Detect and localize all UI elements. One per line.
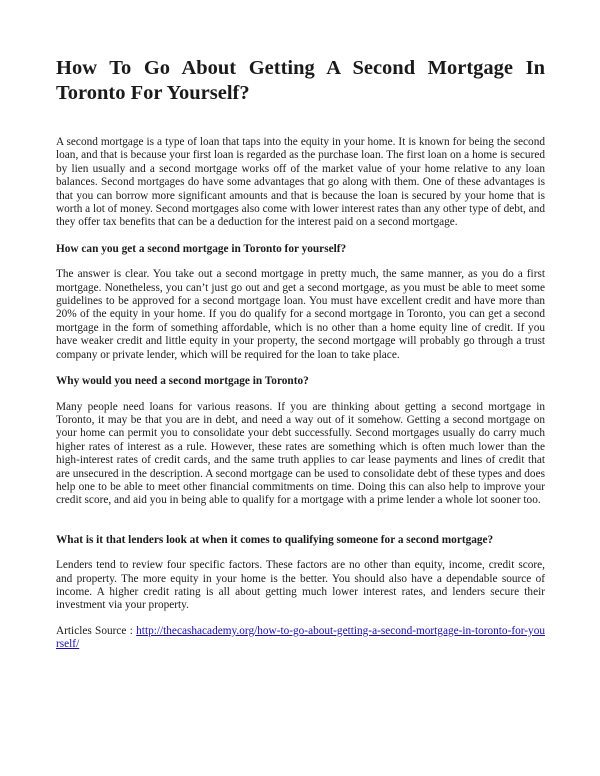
article-source bbox=[56, 625, 545, 652]
section-paragraph-why: Many people need loans for various reasons. If you are thinking about getting a second mortgage in Toronto, it may be that you are in debt, and need a way out of it somehow. Getting a second mortgage on your home can permit you to consolidate your debt successfully. Second mortgages usually do carry much higher rates of interest as a rule. However, these rates are something which is often much lower than the high-interest rates of credit cards, and the same truth applies to car lease payments and lines of credit that are unsecured in the description. A second mortgage can be used to consolidate debt of these types and does help one to be able to meet other financial commitments on time. Doing this can also help to improve your credit score, and aid you in being able to qualify for a mortgage with a prime lender a whole lot sooner too. bbox=[56, 400, 545, 507]
source-link[interactable]: http://thecashacademy.org/how-to-go-about-getting-a-second-mortgage-in-toronto-for-yourself/ bbox=[56, 624, 545, 651]
section-heading-why: Why would you need a second mortgage in Toronto? bbox=[56, 375, 309, 388]
section-heading-lenders: What is it that lenders look at when it comes to qualifying someone for a second mortgage? bbox=[56, 533, 494, 546]
section-heading-how: How can you get a second mortgage in Toronto for yourself? bbox=[56, 242, 347, 255]
intro-paragraph: A second mortgage is a type of loan that taps into the equity in your home. It is known for being the second loan, and that is because your first loan is regarded as the purchase loan. The first loan on a home is secured by lien usually and a second mortgage works off of the market value of your home relative to any loan balances. Second mortgages do have some advantages that go along with them. One of these advantages is that you can borrow more significant amounts and that is because the loan is secured by your home that is worth a lot of money. Second mortgages also come with lower interest rates than any other type of debt, and they offer tax benefits that can be a deduction for the interest paid on a second mortgage. bbox=[56, 136, 545, 229]
document-page bbox=[56, 56, 545, 663]
section-paragraph-how: The answer is clear. You take out a second mortgage in pretty much, the same manner, as you do a first mortgage. Nonetheless, you can’t just go out and get a second mortgage, as you must be able to meet some guidelines to be approved for a second mortgage loan. You must have excellent credit and have more than 20% of the equity in your home. If you do qualify for a second mortgage in Toronto, you can get a second mortgage in the form of something affordable, which is no other than a home equity line of credit. If you have weaker credit and little equity in your property, the second mortgage will probably go through a trust company or private lender, which will be required for the loan to take place. bbox=[56, 268, 545, 361]
page-title: How To Go About Getting A Second Mortgage In Toronto For Yourself? bbox=[56, 57, 545, 104]
source-label: Articles Source : bbox=[56, 624, 137, 637]
section-paragraph-lenders: Lenders tend to review four specific factors. These factors are no other than equity, income, credit score, and property. The more equity in your home is the better. You should also have a dependable source of income. A higher credit rating is all about getting much lower interest rates, and lenders secure their investment via your property. bbox=[56, 559, 545, 612]
